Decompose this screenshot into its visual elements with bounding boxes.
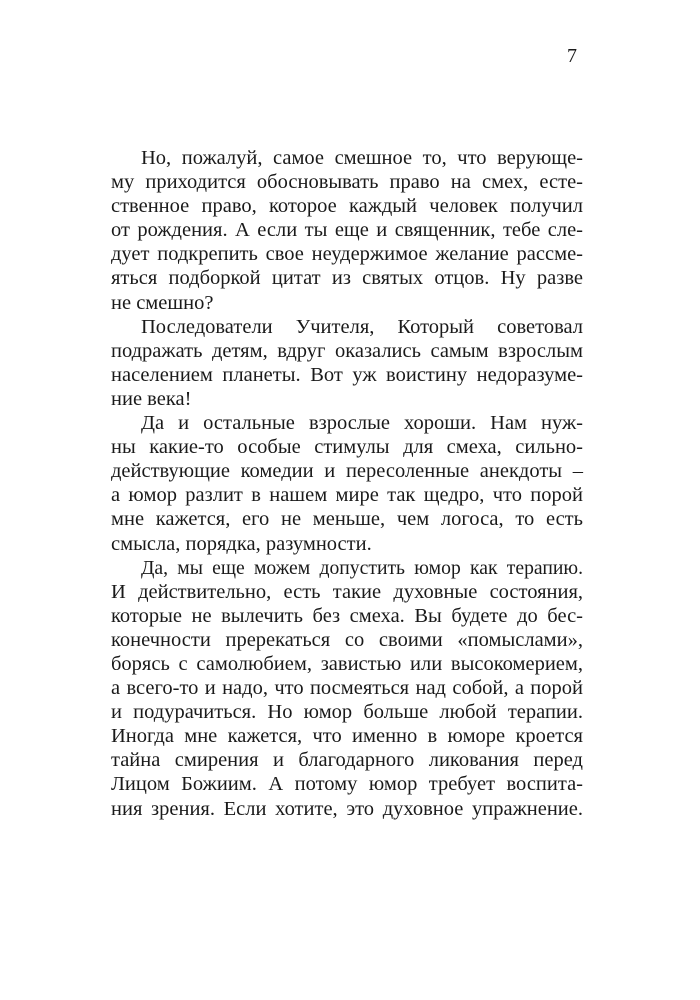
text-line: Да и остальные взрослые хороши. Нам нуж- [141,412,583,435]
text-line: подражать детям, вдруг оказались самым взрослым [111,339,583,362]
text-line: Последователи Учителя, Который советовал [141,315,583,338]
text-line: И действительно, есть такие духовные состояния, [111,580,583,603]
text-line: от рождения. А если ты еще и священник, тебе сле- [111,219,583,242]
text-line: му приходится обосновывать право на смех, есте- [111,171,583,194]
text-line: а всего-то и надо, что посмеяться над собой, а порой [111,677,583,700]
paragraph-3 [111,411,583,556]
text-line: дует подкрепить свое неудержимое желание рассме- [111,243,583,266]
text-line: не смешно? [111,291,214,314]
text-line: смысла, порядка, разумности. [111,532,372,555]
text-line: действующие комедии и пересоленные анекдоты – [111,460,583,483]
text-line: которые не вылечить без смеха. Вы будете до бес- [111,604,583,627]
text-line: Да, мы еще можем допустить юмор как терапию. [141,556,583,579]
text-line: яться подборкой цитат из святых отцов. Ну разве [111,267,583,290]
page-number: 7 [567,45,577,67]
paragraph-4 [111,556,583,821]
paragraph-2 [111,315,583,411]
text-line: борясь с самолюбием, завистью или высокомерием, [111,652,583,675]
text-line: а юмор разлит в нашем мире так щедро, что порой [111,484,583,507]
body-text [111,146,583,821]
text-line: Лицом Божиим. А потому юмор требует воспита- [111,773,583,796]
text-line: ны какие-то особые стимулы для смеха, сильно- [111,436,583,459]
text-line: ния зрения. Если хотите, это духовное упражнение. [111,797,583,820]
text-line: мне кажется, его не меньше, чем логоса, то есть [111,508,583,531]
text-line: ние века! [111,387,192,410]
text-line: тайна смирения и благодарного ликования перед [111,749,583,772]
text-line: Иногда мне кажется, что именно в юморе кроется [111,725,583,748]
text-line: Но, пожалуй, самое смешное то, что верующе- [141,147,583,169]
text-line: и подурачиться. Но юмор больше любой терапии. [111,701,583,724]
paragraph-1 [111,146,583,315]
text-line: конечности пререкаться со своими «помыслами», [111,628,583,651]
text-line: населением планеты. Вот уж воистину недоразуме- [111,363,583,386]
text-line: ственное право, которое каждый человек получил [111,195,583,218]
